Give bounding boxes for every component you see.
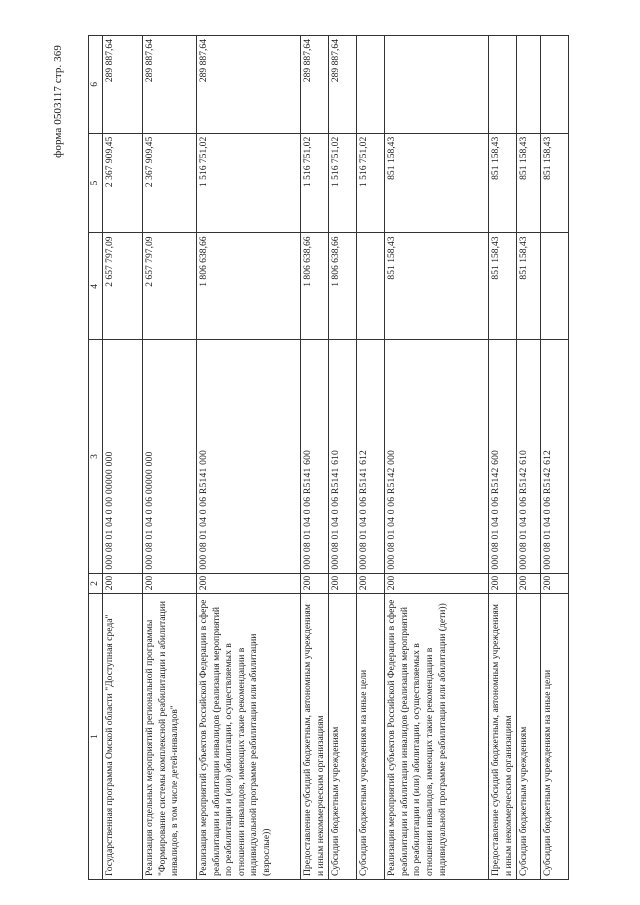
header-col-4: 4 bbox=[89, 233, 103, 340]
row-budget-code: 000 08 01 04 0 06 R5141 000 bbox=[197, 340, 301, 573]
row-budget-code: 000 08 01 04 0 06 R5142 612 bbox=[541, 340, 569, 573]
row-unexecuted: 289 887,64 bbox=[301, 36, 329, 134]
row-name: Субсидии бюджетным учреждениям на иные цели bbox=[541, 594, 569, 880]
row-executed: 2 367 909,45 bbox=[143, 133, 197, 233]
header-col-2: 2 bbox=[89, 573, 103, 594]
row-line-code: 200 bbox=[517, 573, 541, 594]
row-budget-code: 000 08 01 04 0 06 R5142 610 bbox=[517, 340, 541, 573]
row-line-code: 200 bbox=[489, 573, 517, 594]
row-unexecuted bbox=[357, 36, 385, 134]
form-label: форма 0503117 стр. 369 bbox=[52, 45, 64, 158]
row-executed: 851 158,43 bbox=[385, 133, 489, 233]
row-approved bbox=[541, 233, 569, 340]
row-unexecuted bbox=[489, 36, 517, 134]
row-approved: 851 158,43 bbox=[385, 233, 489, 340]
row-name: Предоставление субсидий бюджетным, автономным учреждениям и иным некоммерческим организациям bbox=[301, 594, 329, 880]
row-budget-code: 000 08 01 04 0 06 R5141 612 bbox=[357, 340, 385, 573]
row-approved: 1 806 638,66 bbox=[197, 233, 301, 340]
header-row bbox=[89, 36, 103, 880]
row-approved: 1 806 638,66 bbox=[329, 233, 357, 340]
row-unexecuted: 289 887,64 bbox=[103, 36, 143, 134]
row-line-code: 200 bbox=[541, 573, 569, 594]
row-line-code: 200 bbox=[329, 573, 357, 594]
row-line-code: 200 bbox=[301, 573, 329, 594]
row-executed: 2 367 909,45 bbox=[103, 133, 143, 233]
row-name: Субсидии бюджетным учреждениям на иные цели bbox=[357, 594, 385, 880]
row-budget-code: 000 08 01 04 0 06 00000 000 bbox=[143, 340, 197, 573]
row-executed: 1 516 751,02 bbox=[197, 133, 301, 233]
row-approved: 1 806 638,66 bbox=[301, 233, 329, 340]
row-executed: 1 516 751,02 bbox=[329, 133, 357, 233]
row-approved: 2 657 797,09 bbox=[143, 233, 197, 340]
table-row bbox=[517, 36, 541, 880]
row-name: Субсидии бюджетным учреждениям bbox=[329, 594, 357, 880]
row-executed: 851 158,43 bbox=[489, 133, 517, 233]
table-row bbox=[197, 36, 301, 880]
row-budget-code: 000 08 01 04 0 06 R5141 600 bbox=[301, 340, 329, 573]
row-executed: 1 516 751,02 bbox=[357, 133, 385, 233]
row-approved: 2 657 797,09 bbox=[103, 233, 143, 340]
table-row bbox=[103, 36, 143, 880]
row-line-code: 200 bbox=[385, 573, 489, 594]
row-budget-code: 000 08 01 04 0 06 R5142 600 bbox=[489, 340, 517, 573]
table-row bbox=[357, 36, 385, 880]
table-row bbox=[329, 36, 357, 880]
row-name: Реализация мероприятий субъектов Российской Федерации в сфере реабилитации и абилитации инвалидов (реализация мероприятий по реабилитации и (или) абилитации, осуществляемых в отношении инвалидов, имеющих такие рекомендации в индивидуальной программе реабилитации или абилитации (дети)) bbox=[385, 594, 489, 880]
row-name: Предоставление субсидий бюджетным, автономным учреждениям и иным некоммерческим организациям bbox=[489, 594, 517, 880]
header-col-6: 6 bbox=[89, 36, 103, 134]
row-approved: 851 158,43 bbox=[489, 233, 517, 340]
row-line-code: 200 bbox=[197, 573, 301, 594]
row-name: Государственная программа Омской области "Доступная среда" bbox=[103, 594, 143, 880]
budget-report-table bbox=[88, 35, 569, 880]
header-col-5: 5 bbox=[89, 133, 103, 233]
row-unexecuted: 289 887,64 bbox=[143, 36, 197, 134]
table-row bbox=[143, 36, 197, 880]
row-executed: 851 158,43 bbox=[517, 133, 541, 233]
row-approved: 851 158,43 bbox=[517, 233, 541, 340]
row-unexecuted: 289 887,64 bbox=[329, 36, 357, 134]
table-row bbox=[541, 36, 569, 880]
header-col-3: 3 bbox=[89, 340, 103, 573]
row-name: Реализация мероприятий субъектов Российской Федерации в сфере реабилитации и абилитации инвалидов (реализация мероприятий по реабилитации и (или) абилитации, осуществляемых в отношении инвалидов, имеющих такие рекомендации в индивидуальной программе реабилитации или абилитации (взрослые)) bbox=[197, 594, 301, 880]
row-executed: 851 158,43 bbox=[541, 133, 569, 233]
row-budget-code: 000 08 01 04 0 06 R5141 610 bbox=[329, 340, 357, 573]
row-unexecuted bbox=[541, 36, 569, 134]
row-line-code: 200 bbox=[103, 573, 143, 594]
row-approved bbox=[357, 233, 385, 340]
row-line-code: 200 bbox=[357, 573, 385, 594]
row-line-code: 200 bbox=[143, 573, 197, 594]
row-budget-code: 000 08 01 04 0 06 R5142 000 bbox=[385, 340, 489, 573]
row-unexecuted bbox=[385, 36, 489, 134]
table-row bbox=[385, 36, 489, 880]
rotated-report-page bbox=[46, 35, 606, 880]
row-unexecuted: 289 887,64 bbox=[197, 36, 301, 134]
header-col-1: 1 bbox=[89, 594, 103, 880]
row-budget-code: 000 08 01 04 0 00 00000 000 bbox=[103, 340, 143, 573]
table-row bbox=[489, 36, 517, 880]
row-name: Реализация отдельных мероприятий региональной программы "Формирование системы комплексной реабилитации и абилитации инвалидов, в том числе детей-инвалидов" bbox=[143, 594, 197, 880]
row-executed: 1 516 751,02 bbox=[301, 133, 329, 233]
row-name: Субсидии бюджетным учреждениям bbox=[517, 594, 541, 880]
row-unexecuted bbox=[517, 36, 541, 134]
table-row bbox=[301, 36, 329, 880]
